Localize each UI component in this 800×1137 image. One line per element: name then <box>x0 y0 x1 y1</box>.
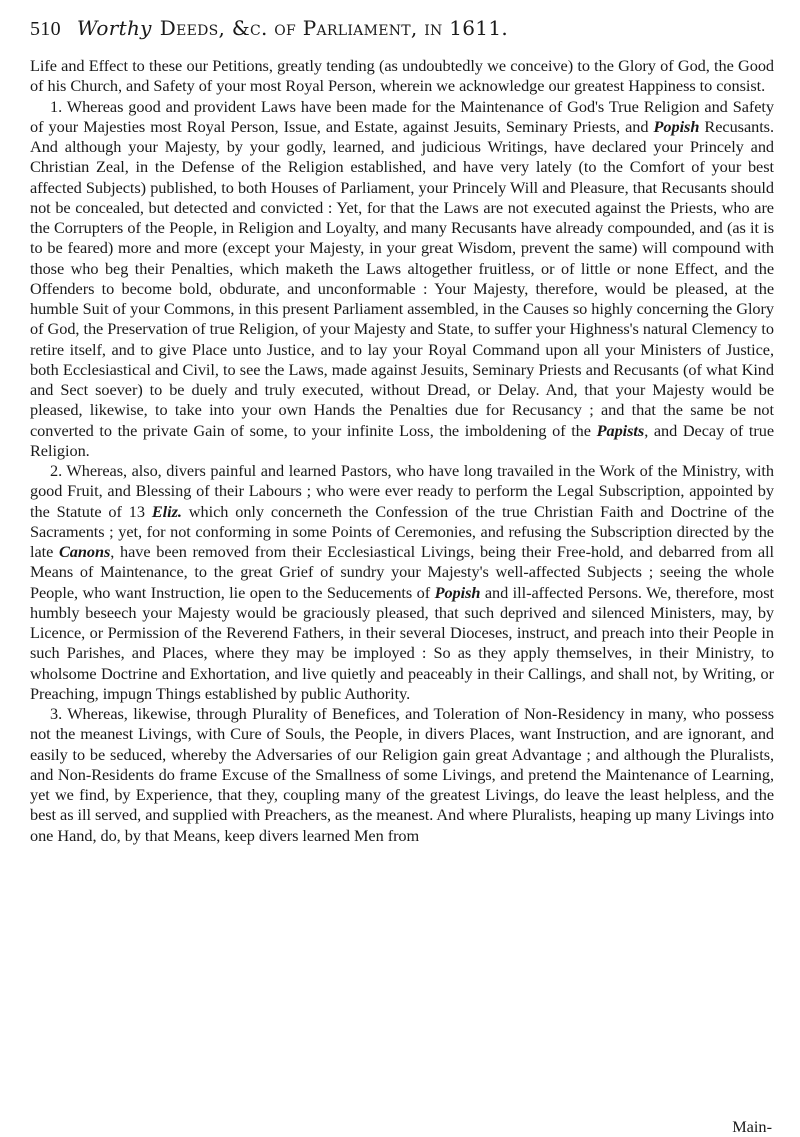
text-run: , and Decay of true Religion. <box>30 420 774 460</box>
text-run: 1. Whereas good and provident Laws have been made for the Maintenance of God's True Religion and Safety of your Majesties most Royal Person, Issue, and Estate, against Jesuits, Seminary Priests, and <box>30 96 774 136</box>
text-run: and ill-affected Persons. We, therefore, most humbly beseech your Majesty would be graciously pleased, that such deprived and silenced Ministers, may, by Licence, or Permission of the Reverend Fathers, in their several Dioceses, instruct, and preach into their People in such Parishes, and Places, where they may be imployed : So as they apply themselves, in their Ministry, to wholsome Doctrine and Exhortation, and live quietly and peaceably in their Callings, and shall not, by Writing, or Preaching, impugn Things established by public Authority. <box>30 582 774 703</box>
text-run: 3. Whereas, likewise, through Plurality of Benefices, and Toleration of Non-Residency in many, who possess not the meanest Livings, with Cure of Souls, the People, in divers Places, want Instruction, and are ignorant, and easily to be seduced, whereby the Adversaries of our Religion gain great Advantage ; and although the Pluralists, and Non-Residents do frame Excuse of the Smallness of some Livings, and pretend the Maintenance of Learning, yet we find, by Experience, that they, coupling many of the greatest Livings, do leave the least helpless, and the best as ill served, and supplied with Preachers, as the meanest. And where Pluralists, heaping up many Livings into one Hand, do, by that Means, keep divers learned Men from <box>30 704 774 845</box>
italic-word: Papists <box>596 420 645 440</box>
italic-word: Eliz. <box>151 501 182 521</box>
running-head-italic: Worthy <box>76 16 152 40</box>
running-head-title: Deeds, &c. of Parliament, in 1611. <box>159 16 509 40</box>
italic-word: Canons <box>59 542 111 561</box>
text-run: , have been removed from their Ecclesiastical Livings, being their Free-hold, and debarred from all Means of Maintenance, to the great Grief of sundry your Majesty's well-affected Subjects ; seeing the whole People, who want Instruction, lie open to the Seducements of <box>30 542 774 602</box>
text-run: which only concerneth the Confession of the true Christian Faith and Doctrine of the Sacraments ; yet, for not conforming in some Points of Ceremonies, and refusing the Subscription directed by the late <box>30 501 774 561</box>
italic-word: Popish <box>653 116 700 136</box>
page-number: 510 <box>30 18 61 40</box>
paragraph <box>30 704 774 846</box>
text-run: Recusants. And although your Majesty, by your godly, learned, and judicious Writings, have declared your Princely and Christian Zeal, in the Defense of the Religion established, and have very lately (to the Comfort of your best affected Subjects) published, to both Houses of Parliament, your Princely Will and Pleasure, that Recusants should not be concealed, but detected and convicted : Yet, for that the Laws are not executed against the Priests, who are the Corrupters of the People, in Religion and Loyalty, and many Recusants have already compounded, and (as it is to be feared) more and more (except your Majesty, in your great Wisdom, prevent the same) will compound with those who beg their Penalties, which maketh the Laws altogether fruitless, or of little or none Effect, and the Offenders to become bold, obdurate, and unconformable : Your Majesty, therefore, would be pleased, at the humble Suit of your Commons, in this present Parliament assembled, in the Causes so highly concerning the Glory of God, the Preservation of true Religion, of your Majesty and State, to suffer your Highness's natural Clemency to retire itself, and to give Place unto Justice, and to lay your Royal Command upon all your Ministers of Justice, both Ecclesiastical and Civil, to see the Laws, made against Jesuits, Seminary Priests and Recusants (of what Kind and Sect soever) to be duely and truly executed, without Dread, or Delay. And, that your Majesty would be pleased, likewise, to take into your own Hands the Penalties due for Recusancy ; and that the same be not converted to the private Gain of some, to your infinite Loss, the imboldening of the <box>30 116 774 440</box>
paragraph <box>30 56 774 97</box>
body-text <box>30 56 774 846</box>
paragraph <box>30 461 774 704</box>
text-run: Life and Effect to these our Petitions, greatly tending (as undoubtedly we conceive) to the Glory of God, the Good of his Church, and Safety of your most Royal Person, wherein we acknowledge our greatest Happiness to consist. <box>30 56 774 96</box>
italic-word: Popish <box>434 582 481 602</box>
catchword: Main- <box>732 1117 772 1136</box>
paragraph <box>30 97 774 462</box>
running-head <box>30 16 774 46</box>
text-run: 2. Whereas, also, divers painful and learned Pastors, who have long travailed in the Work of the Ministry, with good Fruit, and Blessing of their Labours ; who were ever ready to perform the Legal Subscription, appointed by the Statute of 13 <box>30 461 774 521</box>
